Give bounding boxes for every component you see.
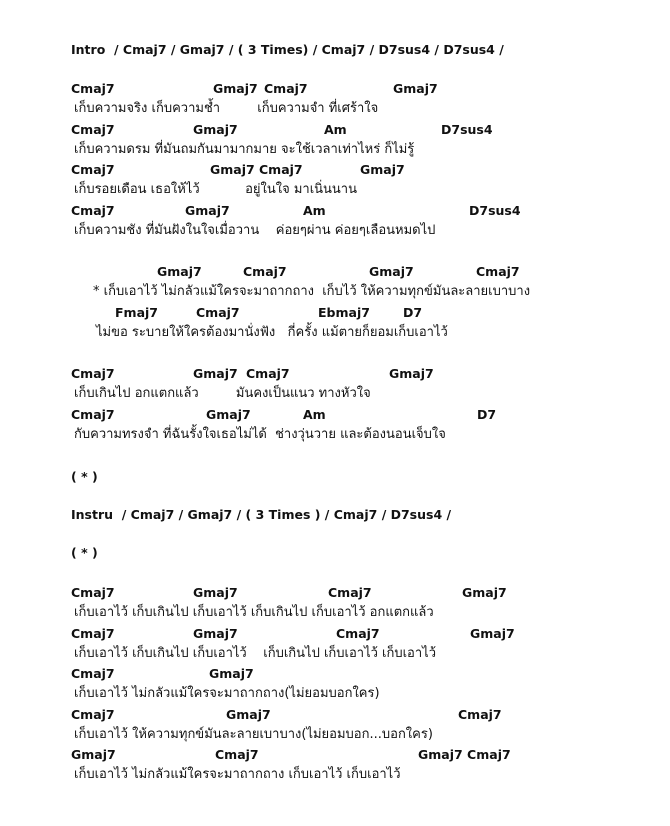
repeat-marker: ( * ) bbox=[71, 469, 98, 484]
chord: Gmaj7 bbox=[393, 81, 438, 96]
lyric-line: กับความทรงจำ ที่ฉันรั้งใจเธอไม่ได้ ช่างวุ่นวาย และต้องนอนเจ็บใจ bbox=[74, 426, 446, 442]
chord: Cmaj7 bbox=[71, 121, 115, 137]
chord: Gmaj7 bbox=[360, 162, 405, 177]
chord: Cmaj7 bbox=[71, 666, 115, 681]
chord: D7 bbox=[403, 304, 423, 320]
chord: Cmaj7 bbox=[246, 366, 290, 381]
chord: Cmaj7 bbox=[328, 585, 372, 600]
chord: Gmaj7 bbox=[71, 747, 116, 762]
chord: Gmaj7 bbox=[157, 264, 202, 279]
chord: Cmaj7 bbox=[243, 264, 287, 279]
chord: Gmaj7 bbox=[210, 162, 255, 177]
chord: Cmaj7 bbox=[476, 264, 520, 279]
lyric-line: เก็บเอาไว้ ไม่กลัวแม้ใครจะมาถากถาง(ไม่ยอมบอกใคร) bbox=[74, 686, 380, 701]
chord: Cmaj7 bbox=[71, 625, 115, 641]
lyric-line: ไม่ขอ ระบายให้ใครต้องมานั่งฟัง กี่ครั้ง แม้ตายก็ยอมเก็บเอาไว้ bbox=[96, 324, 448, 340]
intro-label: Intro bbox=[71, 42, 106, 57]
chord: Gmaj7 bbox=[213, 81, 258, 96]
chord: D7 bbox=[477, 406, 497, 422]
lyric-line: เก็บรอยเดือน เธอให้ไว้ อยู่ในใจ มาเนิ่นนาน bbox=[74, 182, 357, 197]
chord: Cmaj7 bbox=[71, 81, 115, 96]
lyric-line: * เก็บเอาไว้ ไม่กลัวแม้ใครจะมาถากถาง เก็บไว้ ให้ความทุกข์มันละลายเบาบาง bbox=[93, 284, 531, 299]
chord: Gmaj7 Cmaj7 bbox=[418, 747, 511, 762]
chord: Gmaj7 bbox=[389, 366, 434, 381]
chord: D7sus4 bbox=[469, 202, 521, 218]
chord: Gmaj7 bbox=[209, 666, 254, 681]
chord: Gmaj7 bbox=[462, 585, 507, 600]
lyric-line: เก็บเอาไว้ ไม่กลัวแม้ใครจะมาถากถาง เก็บเอาไว้ เก็บเอาไว้ bbox=[74, 767, 401, 782]
chord: Cmaj7 bbox=[458, 706, 502, 722]
chord: Ebmaj7 bbox=[318, 304, 370, 320]
lyric-line: เก็บความจริง เก็บความช้ำ เก็บความจำ ที่เศร้าใจ bbox=[74, 101, 379, 116]
chord: D7sus4 bbox=[441, 121, 493, 137]
chord: Cmaj7 bbox=[71, 202, 115, 218]
chord: Gmaj7 bbox=[193, 366, 238, 381]
lyric-line: เก็บเกินไป อกแตกแล้ว มันคงเป็นแนว ทางหัวใจ bbox=[74, 386, 371, 401]
chord: Fmaj7 bbox=[115, 304, 158, 320]
chord: Gmaj7 bbox=[226, 706, 271, 722]
lyric-line: เก็บเอาไว้ เก็บเกินไป เก็บเอาไว้ เก็บเกินไป เก็บเอาไว้ อกแตกแล้ว bbox=[74, 605, 434, 620]
chord: Cmaj7 bbox=[259, 162, 303, 177]
repeat-marker: ( * ) bbox=[71, 545, 98, 560]
chord: Gmaj7 bbox=[193, 121, 238, 137]
chord: Cmaj7 bbox=[71, 162, 115, 177]
lyric-line: เก็บความดรม ที่มันถมกันมามากมาย จะใช้เวลาเท่าไหร่ ก็ไม่รู้ bbox=[74, 141, 415, 157]
chord: Cmaj7 bbox=[71, 406, 115, 422]
chord: Gmaj7 bbox=[193, 625, 238, 641]
chord: Cmaj7 bbox=[71, 366, 115, 381]
chord: Gmaj7 bbox=[206, 406, 251, 422]
lyric-line: เก็บเอาไว้ ให้ความทุกข์มันละลายเบาบาง(ไม่ยอมบอก...บอกใคร) bbox=[74, 726, 433, 742]
chord: Gmaj7 bbox=[185, 202, 230, 218]
chord: Cmaj7 bbox=[71, 585, 115, 600]
instru-line bbox=[71, 507, 451, 523]
lyric-line: เก็บเอาไว้ เก็บเกินไป เก็บเอาไว้ เก็บเกินไป เก็บเอาไว้ เก็บเอาไว้ bbox=[74, 645, 436, 661]
chord: Gmaj7 bbox=[470, 625, 515, 641]
chord: Gmaj7 bbox=[193, 585, 238, 600]
instru-label: Instru bbox=[71, 507, 114, 522]
intro-line bbox=[71, 42, 504, 58]
lyric-line: เก็บความชัง ที่มันฝังในใจเมื่อวาน ค่อยๆผ่าน ค่อยๆเลือนหมดไป bbox=[74, 222, 436, 238]
chord: Am bbox=[303, 406, 326, 422]
chord: Cmaj7 bbox=[196, 304, 240, 320]
chord: Am bbox=[303, 202, 326, 218]
intro-sequence: / Cmaj7 / Gmaj7 / ( 3 Times) / Cmaj7 / D7sus4 / D7sus4 / bbox=[114, 42, 504, 57]
instru-sequence: / Cmaj7 / Gmaj7 / ( 3 Times ) / Cmaj7 / D7sus4 / bbox=[121, 507, 452, 522]
chord: Cmaj7 bbox=[71, 706, 115, 722]
chord: Gmaj7 bbox=[369, 264, 414, 279]
chord: Cmaj7 bbox=[264, 81, 308, 96]
chord: Cmaj7 bbox=[215, 747, 259, 762]
chord: Am bbox=[324, 121, 347, 137]
chord: Cmaj7 bbox=[336, 625, 380, 641]
